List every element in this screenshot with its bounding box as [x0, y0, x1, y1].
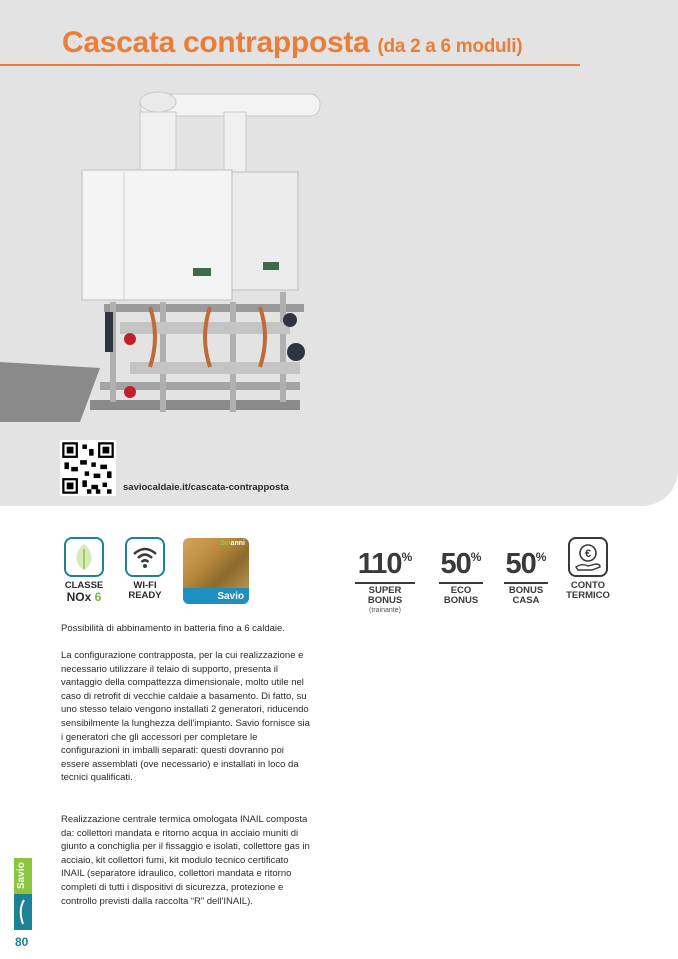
warranty-anni: anni: [230, 540, 245, 547]
body-paragraph-2: [61, 649, 311, 785]
bonus-value: [436, 541, 486, 580]
nox-prefix: NOx: [66, 590, 92, 604]
bonus-unit: %: [470, 550, 482, 564]
title-main: Cascata contrapposta: [62, 26, 370, 59]
bonus-note: (trainante): [369, 607, 401, 614]
wifi-icon: [125, 537, 165, 577]
bonus-divider: [439, 582, 483, 584]
paragraph-text: Realizzazione centrale termica omologata INAIL composta da: collettori mandata e ritorno acqua in acciaio muniti di giunto a conchiglia per il fissaggio e isolati, collettore gas in acciaio, kit collettori fumi, kit modulo tecnico certificato INAIL (separatore idraulico, collettori mandata e ritorno completi di tutti i dispositivi di sicurezza, protezione e controllo previsti dalla raccolta “R” dell'INAIL).: [61, 814, 310, 907]
bonus-conto-termico: [562, 537, 614, 601]
body-paragraph-1: [61, 622, 311, 636]
conto-line2: TERMICO: [566, 590, 610, 601]
bonus-divider: [355, 582, 415, 584]
bonus-unit: %: [401, 550, 413, 564]
wifi-line2: READY: [128, 590, 162, 601]
bonus-line2: BONUS: [367, 595, 403, 606]
page-title: [62, 26, 522, 60]
savio-wave-icon: [14, 894, 32, 930]
six-year-warranty-badge: [183, 538, 249, 604]
conto-line1: CONTO: [570, 580, 606, 591]
warranty-years-label: [220, 540, 245, 547]
badge-nox-class: [62, 537, 106, 603]
side-tab-label: Savio: [16, 862, 27, 889]
bonus-line2: BONUS: [443, 595, 479, 606]
warranty-sei: Sei: [220, 540, 231, 547]
boiler-cascade-image: [0, 82, 340, 442]
nox-number: 6: [94, 590, 102, 604]
bonus-value: [352, 541, 418, 580]
bonus-line1: BONUS: [508, 585, 544, 596]
euro-hand-icon: [568, 537, 608, 577]
bonus-line2: CASA: [512, 595, 540, 606]
qr-code[interactable]: [60, 440, 116, 496]
wifi-line1: WI-FI: [133, 580, 157, 591]
side-tab-blue: [14, 894, 32, 930]
bonus-number: 50: [505, 548, 536, 580]
bonus-ecobonus: [436, 541, 486, 606]
bonus-casa: [500, 541, 552, 606]
svg-text:€: €: [584, 548, 592, 560]
product-url[interactable]: saviocaldaie.it/cascata-contrapposta: [123, 482, 289, 493]
badge-wifi-ready: [123, 537, 167, 601]
nox-line1: CLASSE: [64, 580, 104, 591]
side-tab-green: [14, 858, 32, 894]
bonus-number: 110: [357, 548, 402, 580]
bonus-value: [500, 541, 552, 580]
bonus-divider: [504, 582, 548, 584]
bonus-number: 50: [440, 548, 471, 580]
savio-brand-label: Savio: [217, 591, 244, 602]
title-subtitle: (da 2 a 6 moduli): [377, 36, 523, 57]
nox-line2: [62, 591, 106, 603]
bonus-unit: %: [535, 550, 547, 564]
side-brand-tab: [14, 858, 32, 930]
title-underline: [0, 64, 580, 66]
body-paragraph-3: [61, 813, 311, 908]
bonus-line1: ECO: [450, 585, 472, 596]
paragraph-text: Possibilità di abbinamento in batteria fino a 6 caldaie.: [61, 623, 285, 634]
bonus-superbonus: [352, 541, 418, 615]
page-number: 80: [15, 935, 29, 949]
bonus-line1: SUPER: [368, 585, 402, 596]
paragraph-text: La configurazione contrapposta, per la cui realizzazione e necessario utilizzare il telaio di supporto, presenta il vantaggio della compattezza dimensionale, molto utile nel caso di retrofit di vecchie caldaie a basamento. Di fatto, su uno stesso telaio vengono installati 2 generatori, riducendo sensibilmente la lunghezza dell'impianto. Savio fornisce sia i generatori che gli accessori per completare le configurazioni in imballi separati: questi dovranno poi essere assemblati (ove necessario) e installati in loco da tecnici qualificati.: [61, 650, 310, 784]
leaf-icon: [64, 537, 104, 577]
